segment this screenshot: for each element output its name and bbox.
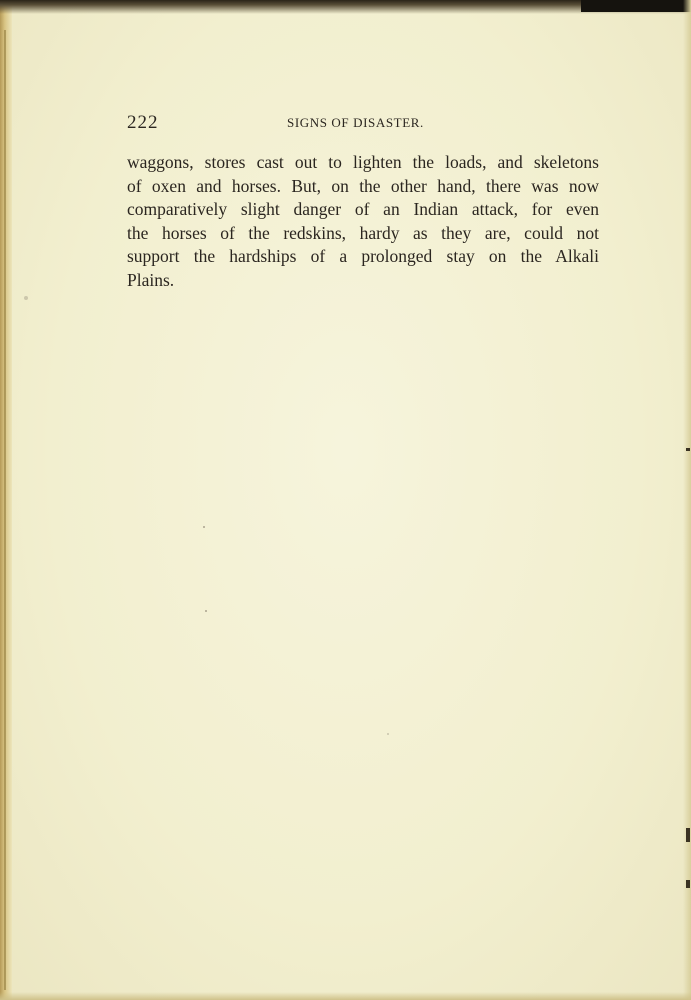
body-paragraph [127,151,599,293]
page-number: 222 [127,112,159,133]
running-title: SIGNS OF DISASTER. [287,115,424,130]
page-bottom-edge [0,992,691,1000]
paper-speck [203,526,205,528]
paper-speck [205,610,207,612]
text-line: the horses of the redskins, hardy as they are, could not [127,222,599,243]
paper-speck [387,733,389,735]
page-binding-edge [0,0,12,1000]
paper-speck [24,296,28,300]
binding-line [4,30,6,990]
text-line: comparatively slight danger of an Indian attack, for even [127,199,599,220]
running-header [127,112,599,134]
text-line: support the hardships of a prolonged stay on the Alkali [127,246,599,267]
page-edge-mark [686,828,690,842]
text-line: of oxen and horses. But, on the other hand, there was now [127,175,599,196]
page-edge-mark [686,448,690,451]
text-line: Plains. [127,269,175,290]
page-right-edge [683,0,691,1000]
page-edge-mark [686,880,690,888]
text-line: waggons, stores cast out to lighten the loads, and skeletons [127,152,599,172]
scan-background-corner [581,0,691,12]
